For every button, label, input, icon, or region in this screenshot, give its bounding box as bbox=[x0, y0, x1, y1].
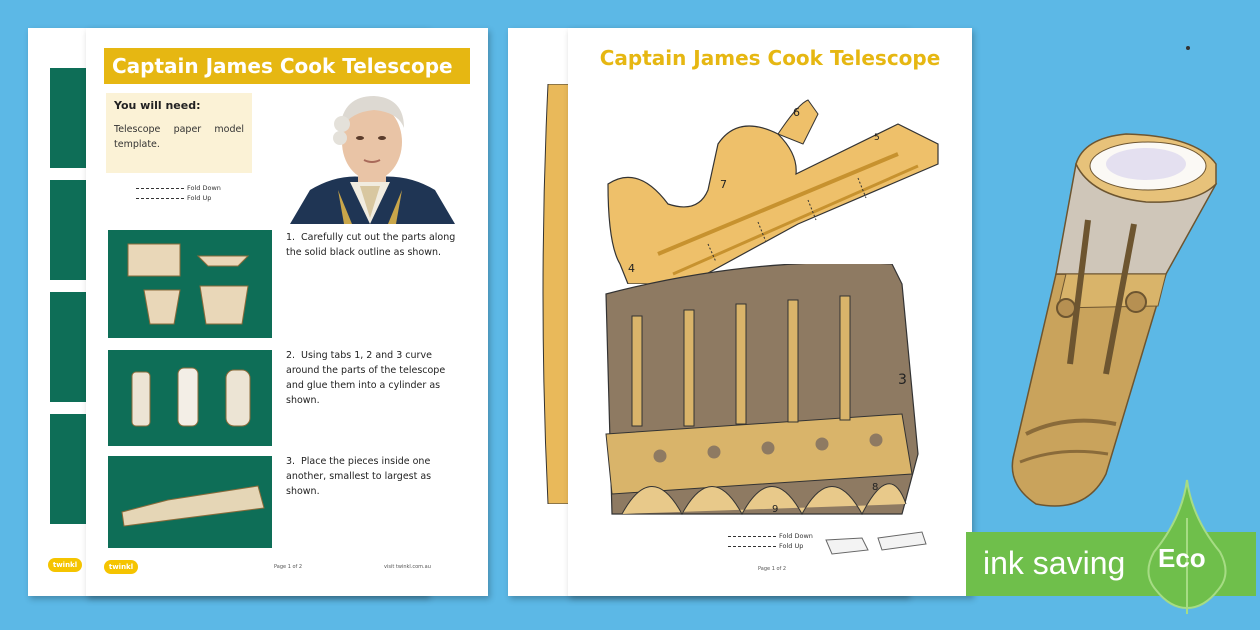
need-text: Telescope paper model template. bbox=[114, 124, 244, 150]
page-2-title: Captain James Cook Telescope bbox=[599, 46, 941, 70]
ink-saving-text: ink saving bbox=[983, 545, 1126, 581]
step-3-photo bbox=[108, 456, 272, 548]
decorative-dot bbox=[1186, 46, 1190, 50]
paper-telescope-model bbox=[996, 124, 1246, 514]
telescope-barrel-template bbox=[602, 264, 942, 524]
tab-label: 3 bbox=[898, 372, 907, 388]
legend-fold-down: Fold Down bbox=[728, 532, 813, 540]
eco-label: Eco bbox=[1158, 543, 1206, 573]
worksheet-page-2 bbox=[568, 28, 972, 596]
twinkl-logo: twinkl bbox=[104, 560, 138, 574]
legend-fold-down: Fold Down bbox=[136, 184, 221, 192]
worksheet-page-1 bbox=[86, 28, 488, 596]
tab-label: 8 bbox=[872, 482, 879, 493]
page-number: Page 1 of 2 bbox=[758, 566, 787, 572]
step-2-text: 2. Using tabs 1, 2 and 3 curve around the parts of the telescope and glue them into a cylinder as shown. bbox=[286, 350, 446, 406]
fold-example-diagram bbox=[822, 524, 932, 560]
tab-label: 6 bbox=[793, 106, 800, 119]
footer-url: visit twinkl.com.au bbox=[384, 564, 431, 570]
tab-label: 9 bbox=[772, 504, 779, 515]
you-will-need-box bbox=[106, 93, 252, 173]
step-2-photo bbox=[108, 350, 272, 446]
page-title: Captain James Cook Telescope bbox=[104, 48, 470, 84]
legend-fold-up: Fold Up bbox=[728, 542, 803, 550]
page-number: Page 1 of 2 bbox=[274, 564, 303, 570]
legend-fold-up: Fold Up bbox=[136, 194, 211, 202]
tab-label: 7 bbox=[720, 178, 727, 191]
tab-label: 5 bbox=[874, 133, 880, 143]
step-3-text: 3. Place the pieces inside one another, smallest to largest as shown. bbox=[286, 456, 432, 497]
need-heading: You will need: bbox=[114, 99, 201, 112]
step-1-photo bbox=[108, 230, 272, 338]
step-1-text: 1. Carefully cut out the parts along the solid black outline as shown. bbox=[286, 232, 456, 258]
telescope-mount-template bbox=[598, 94, 948, 284]
captain-cook-portrait bbox=[280, 90, 460, 224]
tab-label: 4 bbox=[628, 262, 635, 275]
twinkl-logo: twinkl bbox=[48, 558, 82, 572]
